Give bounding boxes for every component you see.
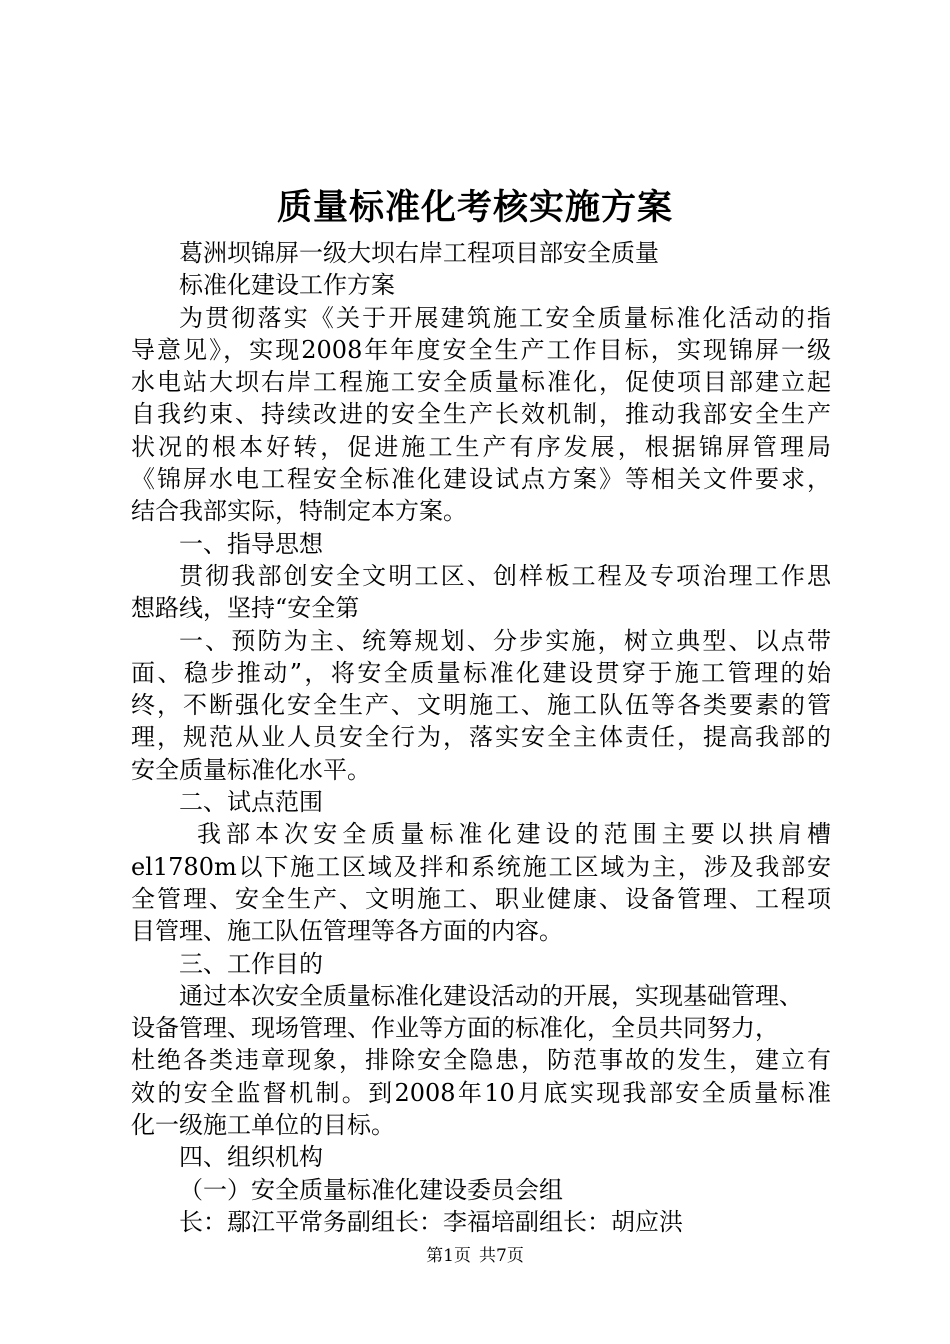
page-footer [0, 1244, 950, 1268]
paragraph-line: 状况的根本好转，促进施工生产有序发展，根据锦屏管理局 [131, 432, 831, 461]
paragraph-line: 面、稳步推动”，将安全质量标准化建设贯穿于施工管理的始 [131, 658, 831, 687]
paragraph-line: 安全质量标准化水平。 [131, 755, 371, 784]
page-total: 共7页 [479, 1246, 524, 1266]
paragraph-line: 一、预防为主、统筹规划、分步实施，树立典型、以点带 [179, 626, 831, 655]
paragraph-line: 想路线，坚持“安全第 [131, 594, 360, 623]
paragraph-line: 设备管理、现场管理、作业等方面的标准化，全员共同努力， [131, 1014, 779, 1043]
paragraph-line: 全管理、安全生产、文明施工、职业健康、设备管理、工程项 [131, 884, 831, 913]
paragraph-line: 化一级施工单位的目标。 [131, 1111, 395, 1140]
section-heading: 四、组织机构 [179, 1143, 323, 1172]
paragraph-line: 通过本次安全质量标准化建设活动的开展，实现基础管理、 [179, 981, 803, 1010]
document-body [131, 237, 831, 1238]
paragraph-line: 《锦屏水电工程安全标准化建设试点方案》等相关文件要求， [131, 465, 831, 494]
paragraph-line: 杜绝各类违章现象，排除安全隐患，防范事故的发生，建立有 [131, 1046, 831, 1075]
paragraph-line: 长：鄢江平常务副组长：李福培副组长：胡应洪 [179, 1207, 683, 1236]
section-heading: 二、试点范围 [179, 788, 323, 817]
paragraph-line: 结合我部实际，特制定本方案。 [131, 497, 467, 526]
subtitle-line: 标准化建设工作方案 [179, 271, 395, 300]
subsection-heading: （一）安全质量标准化建设委员会组 [179, 1175, 563, 1204]
paragraph-line: 终，不断强化安全生产、文明施工、施工队伍等各类要素的管 [131, 691, 831, 720]
paragraph-line: 水电站大坝右岸工程施工安全质量标准化，促使项目部建立起 [131, 368, 831, 397]
paragraph-line: 导意见》，实现2008年年度安全生产工作目标，实现锦屏一级 [131, 335, 831, 364]
paragraph-line: 我部本次安全质量标准化建设的范围主要以拱肩槽 [197, 820, 831, 849]
paragraph-line: 效的安全监督机制。到2008年10月底实现我部安全质量标准 [131, 1078, 831, 1107]
page-number: 第1页 [426, 1246, 471, 1266]
subtitle-line: 葛洲坝锦屏一级大坝右岸工程项目部安全质量 [179, 239, 659, 267]
document-title: 质量标准化考核实施方案 [276, 187, 673, 228]
section-heading: 一、指导思想 [179, 529, 323, 558]
paragraph-line: 贯彻我部创安全文明工区、创样板工程及专项治理工作思 [179, 561, 831, 590]
paragraph-line: 理，规范从业人员安全行为，落实安全主体责任，提高我部的 [131, 723, 831, 752]
paragraph-line: 为贯彻落实《关于开展建筑施工安全质量标准化活动的指 [179, 303, 831, 332]
paragraph-line: el1780m以下施工区域及拌和系统施工区域为主，涉及我部安 [131, 852, 831, 881]
paragraph-line: 自我约束、持续改进的安全生产长效机制，推动我部安全生产 [131, 400, 831, 429]
section-heading: 三、工作目的 [179, 949, 323, 978]
paragraph-line: 目管理、施工队伍管理等各方面的内容。 [131, 917, 563, 946]
